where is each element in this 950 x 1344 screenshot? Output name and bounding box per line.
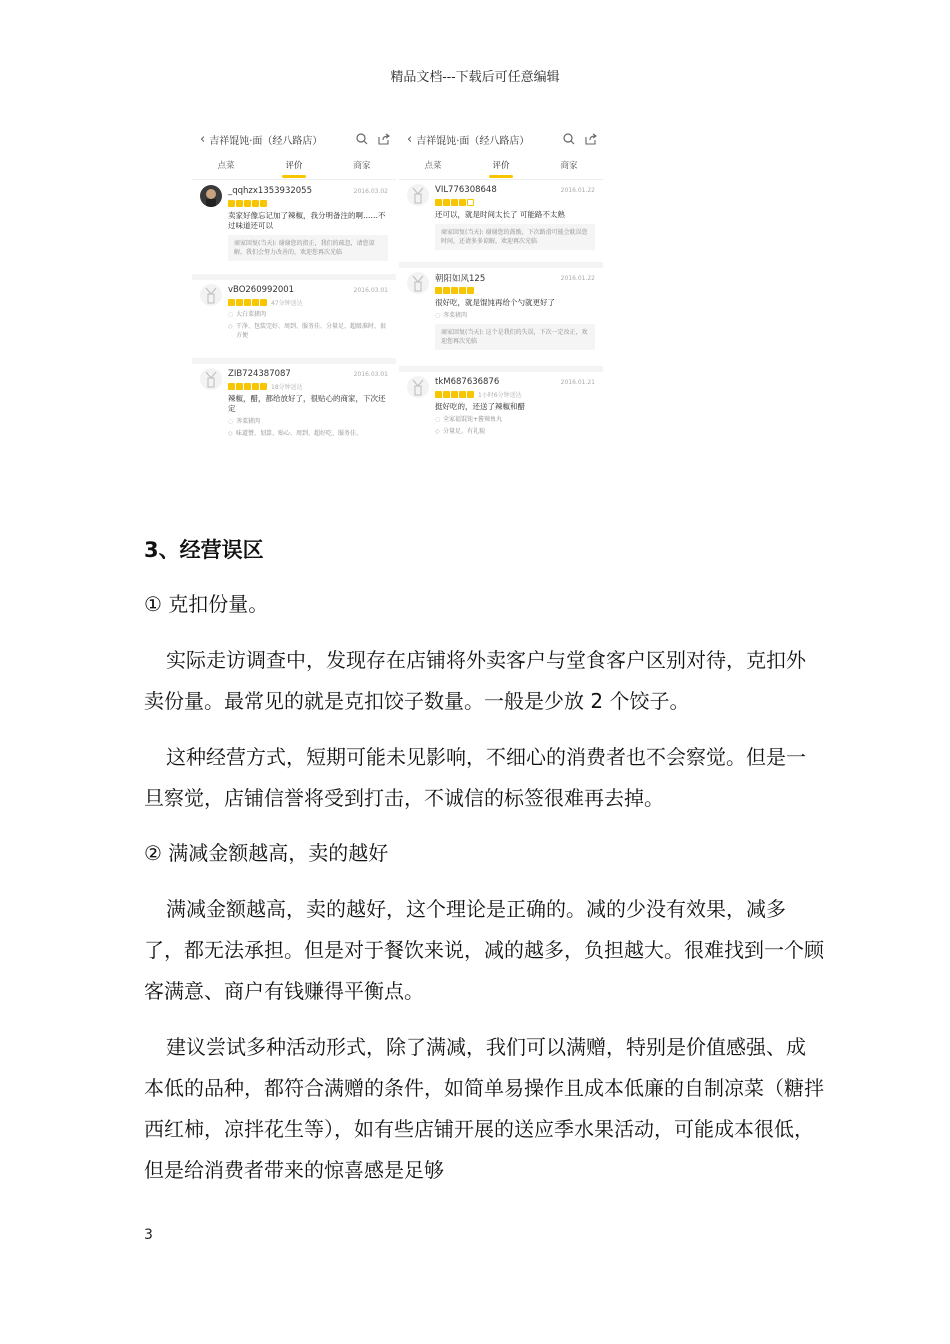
review-tags: 分量足、有礼貌	[443, 428, 486, 435]
review-item	[192, 280, 396, 364]
user-avatar	[407, 376, 429, 398]
merchant-reply: 商家回复(当天): 谢谢您的鼓励，下次路滑可能会耽误您时间，还请多多谅解，欢迎再次光临	[435, 224, 595, 250]
review-date: 2016.01.21	[560, 378, 595, 386]
merchant-reply: 商家回复(当天): 谢谢您的指正，我们的疏忽，请您谅解，我们会努力改善的，欢迎您再次光临	[228, 235, 388, 261]
delivery-time: 18分钟送达	[271, 384, 303, 391]
point-2-heading: ② 满减金额越高，卖的越好	[144, 841, 389, 865]
user-avatar	[200, 185, 222, 207]
review-item	[399, 180, 603, 268]
review-text: 挺好吃的，还送了辣椒和醋	[435, 402, 525, 411]
review-text: 卖家好像忘记加了辣椒，我分明备注的啊……不过味道还可以	[228, 211, 386, 230]
review-username: 朝阳如风125	[435, 274, 486, 284]
star-rating	[228, 299, 267, 306]
share-icon[interactable]	[378, 133, 390, 145]
page-number: 3	[144, 1227, 153, 1243]
dish-icon: ◌	[228, 418, 234, 425]
tab-merchant[interactable]: 商家	[353, 160, 371, 171]
user-avatar	[407, 272, 429, 294]
point-2-paragraph-2: 建议尝试多种活动形式，除了满减，我们可以满赠，特别是价值感强、成本低的品种，都符合满赠的条件，如简单易操作且成本低廉的自制凉菜（糖拌西红柿，凉拌花生等），如有些店铺开展的送应季水果活动，可能成本很低，但是给消费者带来的惊喜感是足够	[144, 1035, 824, 1182]
search-icon[interactable]	[356, 133, 368, 145]
shop-nav-bar	[192, 124, 396, 154]
delivery-time: 1小时6分钟送达	[478, 392, 522, 399]
user-avatar	[200, 284, 222, 306]
review-date: 2016.01.22	[560, 274, 595, 282]
back-arrow-icon[interactable]: ‹	[200, 131, 206, 147]
shop-nav-bar	[399, 124, 603, 154]
review-text: 辣椒，醋，都给放好了，很贴心的商家，下次还定	[228, 394, 386, 413]
document-header-note: 精品文档---下载后可任意编辑	[390, 70, 560, 85]
merchant-reply: 商家回复(当天): 这个是我们的失误，下次一定改正，欢迎您再次光临	[435, 324, 595, 350]
tag-icon: ◇	[435, 428, 440, 435]
ordered-dish: 大白菜猪肉	[236, 311, 267, 318]
back-arrow-icon[interactable]: ‹	[407, 131, 413, 147]
review-tags: 干净、包装完好、周到、服务佳、分量足、超级准时、很方便	[236, 323, 387, 339]
tag-icon: ◇	[228, 323, 233, 330]
point-1-paragraph-1: 实际走访调查中，发现存在店铺将外卖客户与堂食客户区别对待，克扣外卖份量。最常见的就是克扣饺子数量。一般是少放 2 个饺子。	[144, 648, 806, 713]
tab-merchant[interactable]: 商家	[560, 160, 578, 171]
shop-title: 吉祥馄饨·面（经八路店）	[209, 135, 323, 147]
ordered-dish: 荠菜猪肉	[443, 312, 468, 319]
review-item	[192, 364, 396, 456]
dish-icon: ◌	[435, 312, 441, 319]
review-username: vBO260992001	[228, 285, 295, 295]
review-tags: 味道赞、划算、贴心、周到、超好吃、服务佳、	[236, 430, 363, 437]
user-avatar	[407, 184, 429, 206]
tab-order[interactable]: 点菜	[424, 160, 442, 171]
review-username: _qqhzx1353932055	[228, 186, 312, 196]
star-rating	[435, 287, 474, 294]
shop-title: 吉祥馄饨·面（经八路店）	[416, 135, 530, 147]
review-date: 2016.03.01	[353, 370, 388, 378]
review-username: ZIB724387087	[228, 369, 291, 379]
review-screenshot-right	[399, 124, 603, 456]
review-text: 很好吃，就是馄饨再给个勺就更好了	[435, 298, 555, 307]
review-date: 2016.01.22	[560, 186, 595, 194]
ordered-dish: 荠菜猪肉	[236, 418, 261, 425]
shop-tabs	[192, 154, 396, 180]
point-1-paragraph-2: 这种经营方式，短期可能未见影响，不细心的消费者也不会察觉。但是一旦察觉，店铺信誉将受到打击，不诚信的标签很难再去掉。	[144, 745, 806, 810]
tab-order[interactable]: 点菜	[217, 160, 235, 171]
review-item	[399, 268, 603, 372]
search-icon[interactable]	[563, 133, 575, 145]
star-rating	[228, 383, 267, 390]
star-rating	[435, 391, 474, 398]
section-heading: 3、经营误区	[144, 538, 264, 562]
user-avatar	[200, 368, 222, 390]
dish-icon: ◌	[435, 416, 441, 423]
tag-icon: ◇	[228, 430, 233, 437]
point-1-heading: ① 克扣份量。	[144, 592, 269, 616]
ordered-dish: 全家福馄饨+酱辣鱼丸	[443, 416, 503, 423]
star-rating	[435, 199, 474, 206]
shop-tabs	[399, 154, 603, 180]
review-item	[399, 372, 603, 456]
review-date: 2016.03.02	[353, 187, 388, 195]
review-username: VIL776308648	[435, 185, 497, 195]
review-username: tkM687636876	[435, 377, 500, 387]
tab-reviews[interactable]: 评价	[260, 154, 328, 180]
delivery-time: 47分钟送达	[271, 300, 303, 307]
review-date: 2016.03.01	[353, 286, 388, 294]
review-text: 还可以，就是时间太长了 可能路不太熟	[435, 210, 565, 219]
point-2-paragraph-1: 满减金额越高，卖的越好，这个理论是正确的。减的少没有效果，减多了，都无法承担。但是对于餐饮来说，减的越多，负担越大。很难找到一个顾客满意、商户有钱赚得平衡点。	[144, 897, 824, 1003]
review-item	[192, 181, 396, 280]
dish-icon: ◌	[228, 311, 234, 318]
share-icon[interactable]	[585, 133, 597, 145]
star-rating	[228, 200, 267, 207]
tab-reviews[interactable]: 评价	[467, 154, 535, 180]
review-screenshot-left	[192, 124, 396, 456]
